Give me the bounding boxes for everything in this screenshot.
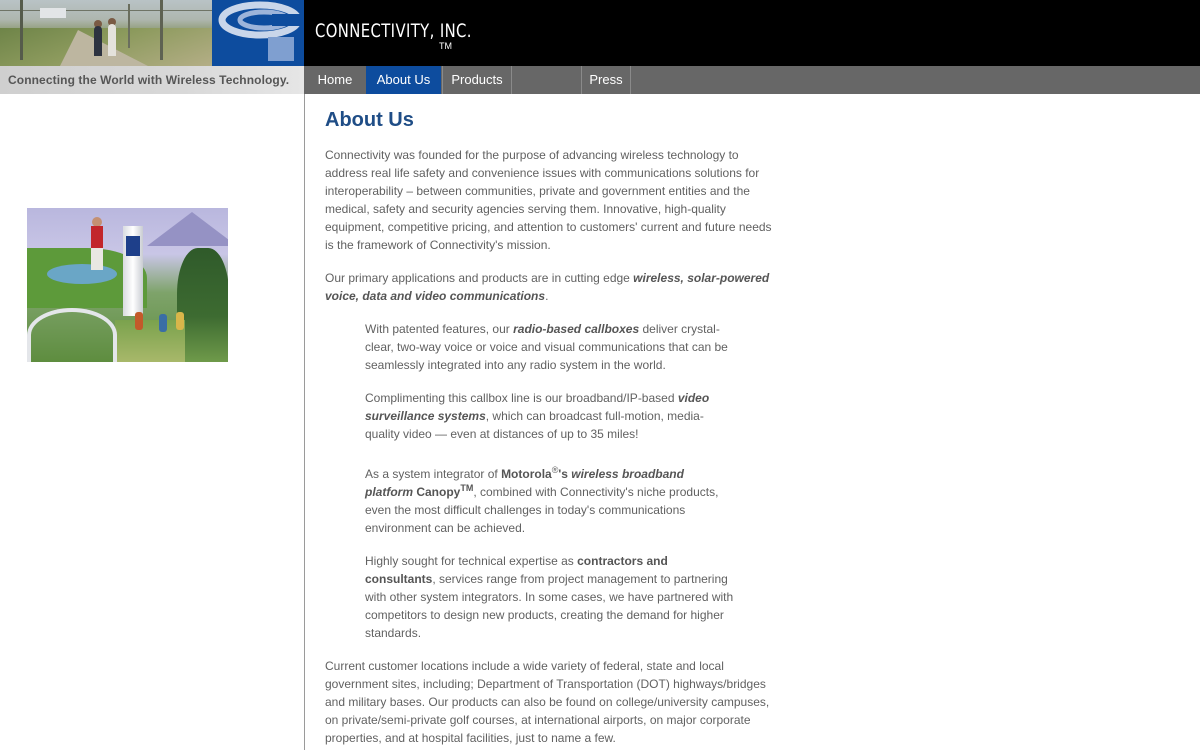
trademark-mark: TM bbox=[439, 41, 452, 51]
company-logo-icon[interactable] bbox=[212, 0, 304, 66]
intro-paragraph: Connectivity was founded for the purpose of advancing wireless technology to address real life safety and convenience issues with communications solutions for interoperability – between communities, private and government entities and the medical, safety and security agencies serving them. Innovative, high-quality equipment, competitive pricing, and attention to customers' current and future needs is the framework of Connectivity's mission. bbox=[325, 148, 772, 252]
nav-home[interactable]: Home bbox=[304, 66, 367, 94]
product-collage-image bbox=[27, 208, 228, 362]
tagline: Connecting the World with Wireless Technology. bbox=[8, 73, 290, 87]
nav-press[interactable]: Press bbox=[581, 66, 631, 94]
main-content bbox=[325, 106, 775, 750]
callbox-paragraph: With patented features, our radio-based callboxes deliver crystal-clear, two-way voice or voice and visual communications that can be seamlessly integrated into any radio system in the world. bbox=[365, 322, 728, 372]
column-divider bbox=[304, 94, 305, 750]
page-title: About Us bbox=[325, 109, 414, 131]
company-name: CONNECTIVITY, INC. bbox=[315, 20, 472, 42]
customer-locations-paragraph: Current customer locations include a wide variety of federal, state and local government sites, including; Department of Transportation (DOT) highways/bridges and military bases. Our products can also be found on college/university campuses, on private/semi-private golf courses, at international airports, on major corporate properties, and at hospital facilities, just to name a few. bbox=[325, 659, 770, 745]
nav-products[interactable]: Products bbox=[442, 66, 512, 94]
applications-paragraph: Our primary applications and products are in cutting edge wireless, solar-powered voice, data and video communications. bbox=[325, 271, 770, 303]
header-photo bbox=[0, 0, 212, 66]
nav-blank-item[interactable] bbox=[511, 66, 581, 94]
tagline-bar bbox=[0, 66, 304, 94]
motorola-paragraph: As a system integrator of Motorola®'s wireless broadband platform Canopy™, combined with Connectivity's niche products, even the most difficult challenges in today's communications environment can be achieved. bbox=[365, 465, 719, 535]
video-surveillance-paragraph: Complimenting this callbox line is our broadband/IP-based video surveillance systems, which can broadcast full-motion, media-quality video — even at distances of up to 35 miles! bbox=[365, 391, 710, 441]
nav-about-us[interactable]: About Us bbox=[366, 66, 441, 94]
expertise-paragraph: Highly sought for technical expertise as contractors and consultants, services range from project management to partnering with other system integrators. In some cases, we have partnered with competitors to design new products, creating the demand for higher standards. bbox=[365, 554, 734, 640]
main-nav bbox=[304, 66, 1200, 94]
logo-square bbox=[268, 37, 294, 61]
header bbox=[0, 0, 1200, 66]
